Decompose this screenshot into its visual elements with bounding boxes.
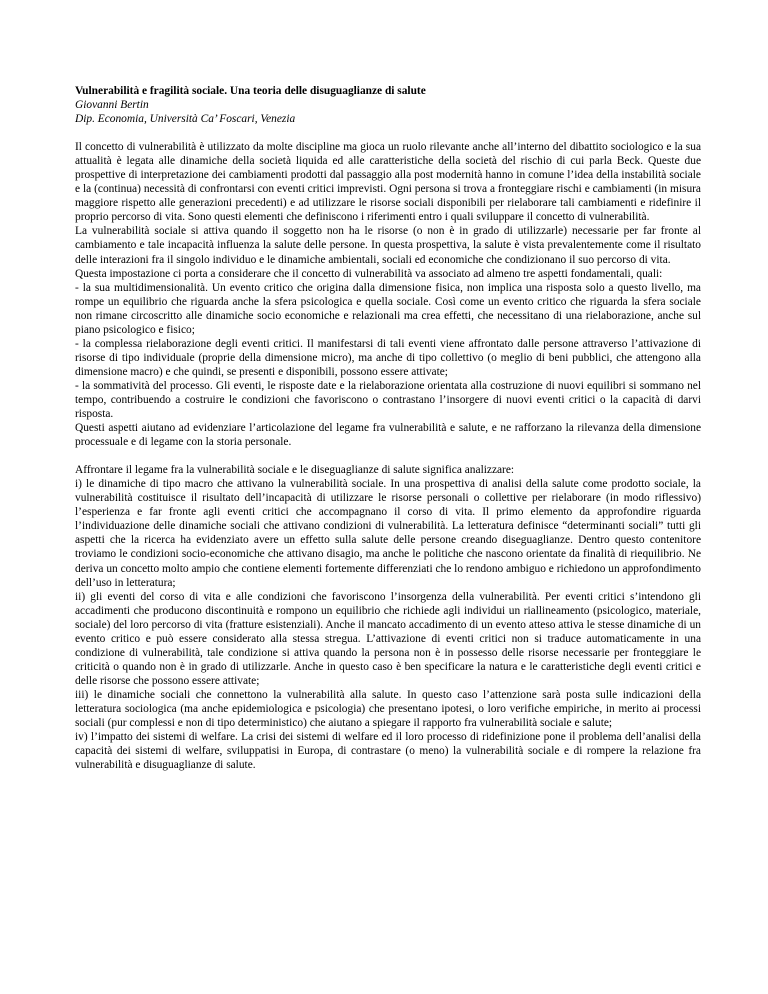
author-name: Giovanni Bertin [75,99,149,112]
spacer [75,126,701,140]
paragraph: Il concetto di vulnerabilità è utilizzato da molte discipline ma gioca un ruolo rilevante anche all’interno del dibattito sociologico e la sua attualità è legata alle dinamiche della società liquida ed alle caratteristiche della società del rischio di cui parla Beck. Queste due prospettive di interpretazione dei cambiamenti prodotti dal passaggio alla post modernità hanno in comune l’idea della instabilità sociale e la (continua) necessità di confrontarsi con eventi critici imprevisti. Ogni persona si trova a fronteggiare rischi e cambiamenti (in misura maggiore rispetto alle generazioni precedenti) e ad utilizzare le risorse sociali disponibili per rielaborare tali cambiamenti e ridefinire il proprio percorso di vita. Sono questi elementi che definiscono i riferimenti entro i quali sviluppare il concetto di vulnerabilità. [75,141,701,224]
spacer [75,449,701,463]
list-item: - la sua multidimensionalità. Un evento critico che origina dalla dimensione fisica, non implica una risposta solo a questo livello, ma rompe un equilibrio che riguarda anche la sfera psicologica e quella sociale. Così come un evento critico che riguarda la sfera sociale non rimane circoscritto alle dinamiche socio economiche e relazionali ma crea effetti, che necessitano di una rielaborazione, anche sul piano psicologico e fisico; [75,281,701,336]
author-affiliation: Dip. Economia, Università Ca’ Foscari, Venezia [75,113,296,126]
list-item: iv) l’impatto dei sistemi di welfare. La crisi dei sistemi di welfare ed il loro processo di ridefinizione pone il problema dell’analisi della capacità dei sistemi di welfare, sviluppatisi in Europa, di contrastare (o meno) la vulnerabilità sociale e di rompere la relazione fra vulnerabilità e disuguaglianze di salute. [75,731,701,772]
list-item: iii) le dinamiche sociali che connettono la vulnerabilità alla salute. In questo caso l’attenzione sarà posta sulle indicazioni della letteratura sociologica (ma anche epidemiologica e psicologia) che presentano ipotesi, o loro verifiche empiriche, in merito ai processi sociali (pur complessi e non di tipo deterministico) che aiutano a spiegare il rapporto fra vulnerabilità sociale e salute; [75,688,701,730]
paragraph: Affrontare il legame fra la vulnerabilità sociale e le diseguaglianze di salute significa analizzare: [75,464,515,477]
list-item: ii) gli eventi del corso di vita e alle condizioni che favoriscono l’insorgenza della vulnerabilità. Per eventi critici s’intendono gli accadimenti che producono discontinuità e rompono un equilibrio che richiede agli individui un riallineamento (psicologico, materiale, sociale) del loro percorso di vita (fratture esistenziali). Anche il mancato accadimento di un evento atteso attiva le stesse dinamiche di un evento critico e può essere considerato alla stessa stregua. L’attivazione di eventi critici non si traduce automaticamente in una condizione di vulnerabilità, tale condizione si attiva quando la persona non è in possesso delle risorse necessarie per fronteggiare le criticità o quando non è in grado di utilizzarle. Anche in questo caso è ben specificare la natura e le caratteristiche degli eventi critici e delle risorse che possono essere attivate; [75,590,701,687]
document-title: Vulnerabilità e fragilità sociale. Una teoria delle disuguaglianze di salute [75,85,426,97]
list-item: i) le dinamiche di tipo macro che attivano la vulnerabilità sociale. In una prospettiva di analisi della salute come prodotto sociale, la vulnerabilità costituisce il risultato dell’incapacità di utilizzare le risorse personali o collettive per rielaborare (in modo riflessivo) l’esperienza e far fronte agli eventi critici che accompagnano il corso di vita. Il primo elemento da approfondire riguarda l’individuazione delle dinamiche sociali che attivano condizioni di vulnerabilità. La letteratura definisce “determinanti sociali” tutti gli aspetti che la ricerca ha evidenziato avere un effetto sulla salute delle persone creando diseguaglianze. Dentro questo contenitore troviamo le condizioni socio-economiche che attivano disagio, ma anche le politiche che nascono orientate da finalità di riequilibrio. Ne deriva un concetto molto ampio che contiene elementi fortemente differenziati che lo rendono ambiguo e richiedono un approfondimento dell’uso in letteratura; [75,478,701,589]
paragraph: Questi aspetti aiutano ad evidenziare l’articolazione del legame fra vulnerabilità e salute, e ne rafforzano la rilevanza della dimensione processuale e di legame con la storia personale. [75,422,701,449]
list-item: - la complessa rielaborazione degli eventi critici. Il manifestarsi di tali eventi viene affrontato dalle persone attraverso l’attivazione di risorse di tipo individuale (proprie della dimensione micro), ma anche di tipo collettivo (o meglio di beni pubblici, che attengono alla dimensione macro) e che quindi, se presenti e disponibili, possono essere attivate; [75,337,701,378]
list-item: - la sommatività del processo. Gli eventi, le risposte date e la rielaborazione orientata alla costruzione di nuovi equilibri si sommano nel tempo, contribuendo a costruire le condizioni che favoriscono o contrastano l’insorgere di nuovi eventi critici o la capacità di darvi risposta. [75,379,701,421]
paragraph: La vulnerabilità sociale si attiva quando il soggetto non ha le risorse (o non è in grado di utilizzarle) necessarie per far fronte al cambiamento e tale incapacità influenza la salute delle persone. In questa prospettiva, la salute è vista prevalentemente come il risultato delle interazioni fra il singolo individuo e le dinamiche ambientali, sociali ed economiche che condizionano il suo percorso di vita. [75,225,701,266]
paragraph: Questa impostazione ci porta a considerare che il concetto di vulnerabilità va associato ad almeno tre aspetti fondamentali, quali: [75,267,663,280]
